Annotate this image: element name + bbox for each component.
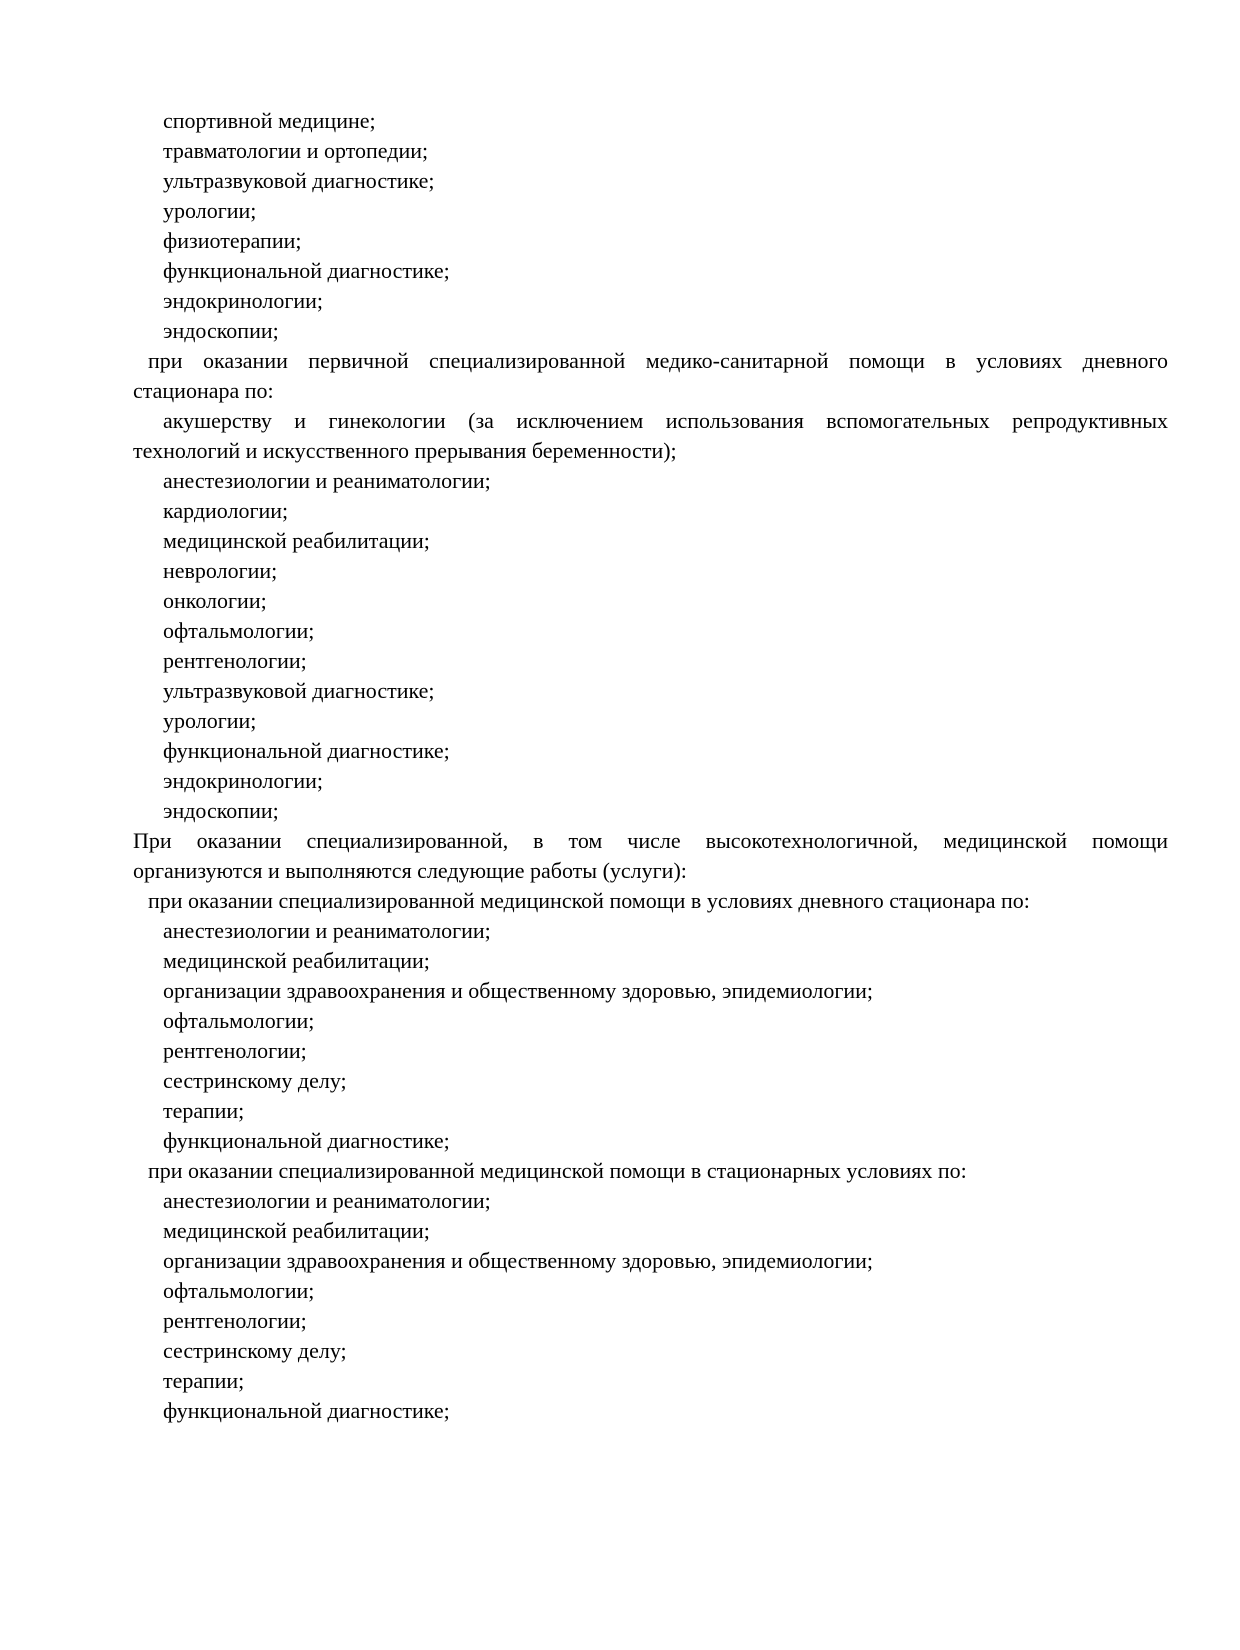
text-line: офтальмологии; — [163, 1008, 315, 1033]
text-line: урологии; — [163, 708, 257, 733]
text-line: эндокринологии; — [163, 288, 324, 313]
text-line: При оказании специализированной, в том числе высокотехнологичной, медицинской помощи — [133, 828, 1168, 853]
text-line: неврологии; — [163, 558, 278, 583]
text-line: физиотерапии; — [163, 228, 302, 253]
text-line: онкологии; — [163, 588, 267, 613]
text-line: урологии; — [163, 198, 257, 223]
text-line: организуются и выполняются следующие работы (услуги): — [133, 858, 687, 883]
text-line: терапии; — [163, 1098, 245, 1123]
text-line: травматологии и ортопедии; — [163, 138, 429, 163]
text-line: эндоскопии; — [163, 318, 279, 343]
text-line: спортивной медицине; — [163, 108, 376, 133]
text-line: офтальмологии; — [163, 618, 315, 643]
text-line: кардиологии; — [163, 498, 289, 523]
text-line: при оказании специализированной медицинской помощи в условиях дневного стационара по: — [148, 888, 1030, 913]
text-line: функциональной диагностике; — [163, 258, 450, 283]
text-line: технологий и искусственного прерывания беременности); — [133, 438, 677, 463]
text-line: медицинской реабилитации; — [163, 1218, 430, 1243]
text-line: рентгенологии; — [163, 1038, 307, 1063]
text-line: сестринскому делу; — [163, 1338, 347, 1363]
text-line: при оказании первичной специализированной медико-санитарной помощи в условиях дневного — [148, 348, 1168, 373]
text-line: организации здравоохранения и общественному здоровью, эпидемиологии; — [163, 1248, 874, 1273]
text-line: функциональной диагностике; — [163, 738, 450, 763]
text-line: медицинской реабилитации; — [163, 948, 430, 973]
text-line: рентгенологии; — [163, 1308, 307, 1333]
text-line: анестезиологии и реаниматологии; — [163, 468, 491, 493]
text-line: сестринскому делу; — [163, 1068, 347, 1093]
text-line: акушерству и гинекологии (за исключением использования вспомогательных репродуктивных — [163, 408, 1168, 433]
document-text-block — [133, 106, 1168, 1426]
text-line: терапии; — [163, 1368, 245, 1393]
text-line: ультразвуковой диагностике; — [163, 168, 435, 193]
text-line: при оказании специализированной медицинской помощи в стационарных условиях по: — [148, 1158, 967, 1183]
text-line: рентгенологии; — [163, 648, 307, 673]
text-line: анестезиологии и реаниматологии; — [163, 918, 491, 943]
text-line: офтальмологии; — [163, 1278, 315, 1303]
text-line: эндоскопии; — [163, 798, 279, 823]
text-line: организации здравоохранения и общественному здоровью, эпидемиологии; — [163, 978, 874, 1003]
text-line: функциональной диагностике; — [163, 1128, 450, 1153]
text-line: анестезиологии и реаниматологии; — [163, 1188, 491, 1213]
text-line: ультразвуковой диагностике; — [163, 678, 435, 703]
text-line: стационара по: — [133, 378, 274, 403]
text-line: эндокринологии; — [163, 768, 324, 793]
text-line: медицинской реабилитации; — [163, 528, 430, 553]
text-line: функциональной диагностике; — [163, 1398, 450, 1423]
